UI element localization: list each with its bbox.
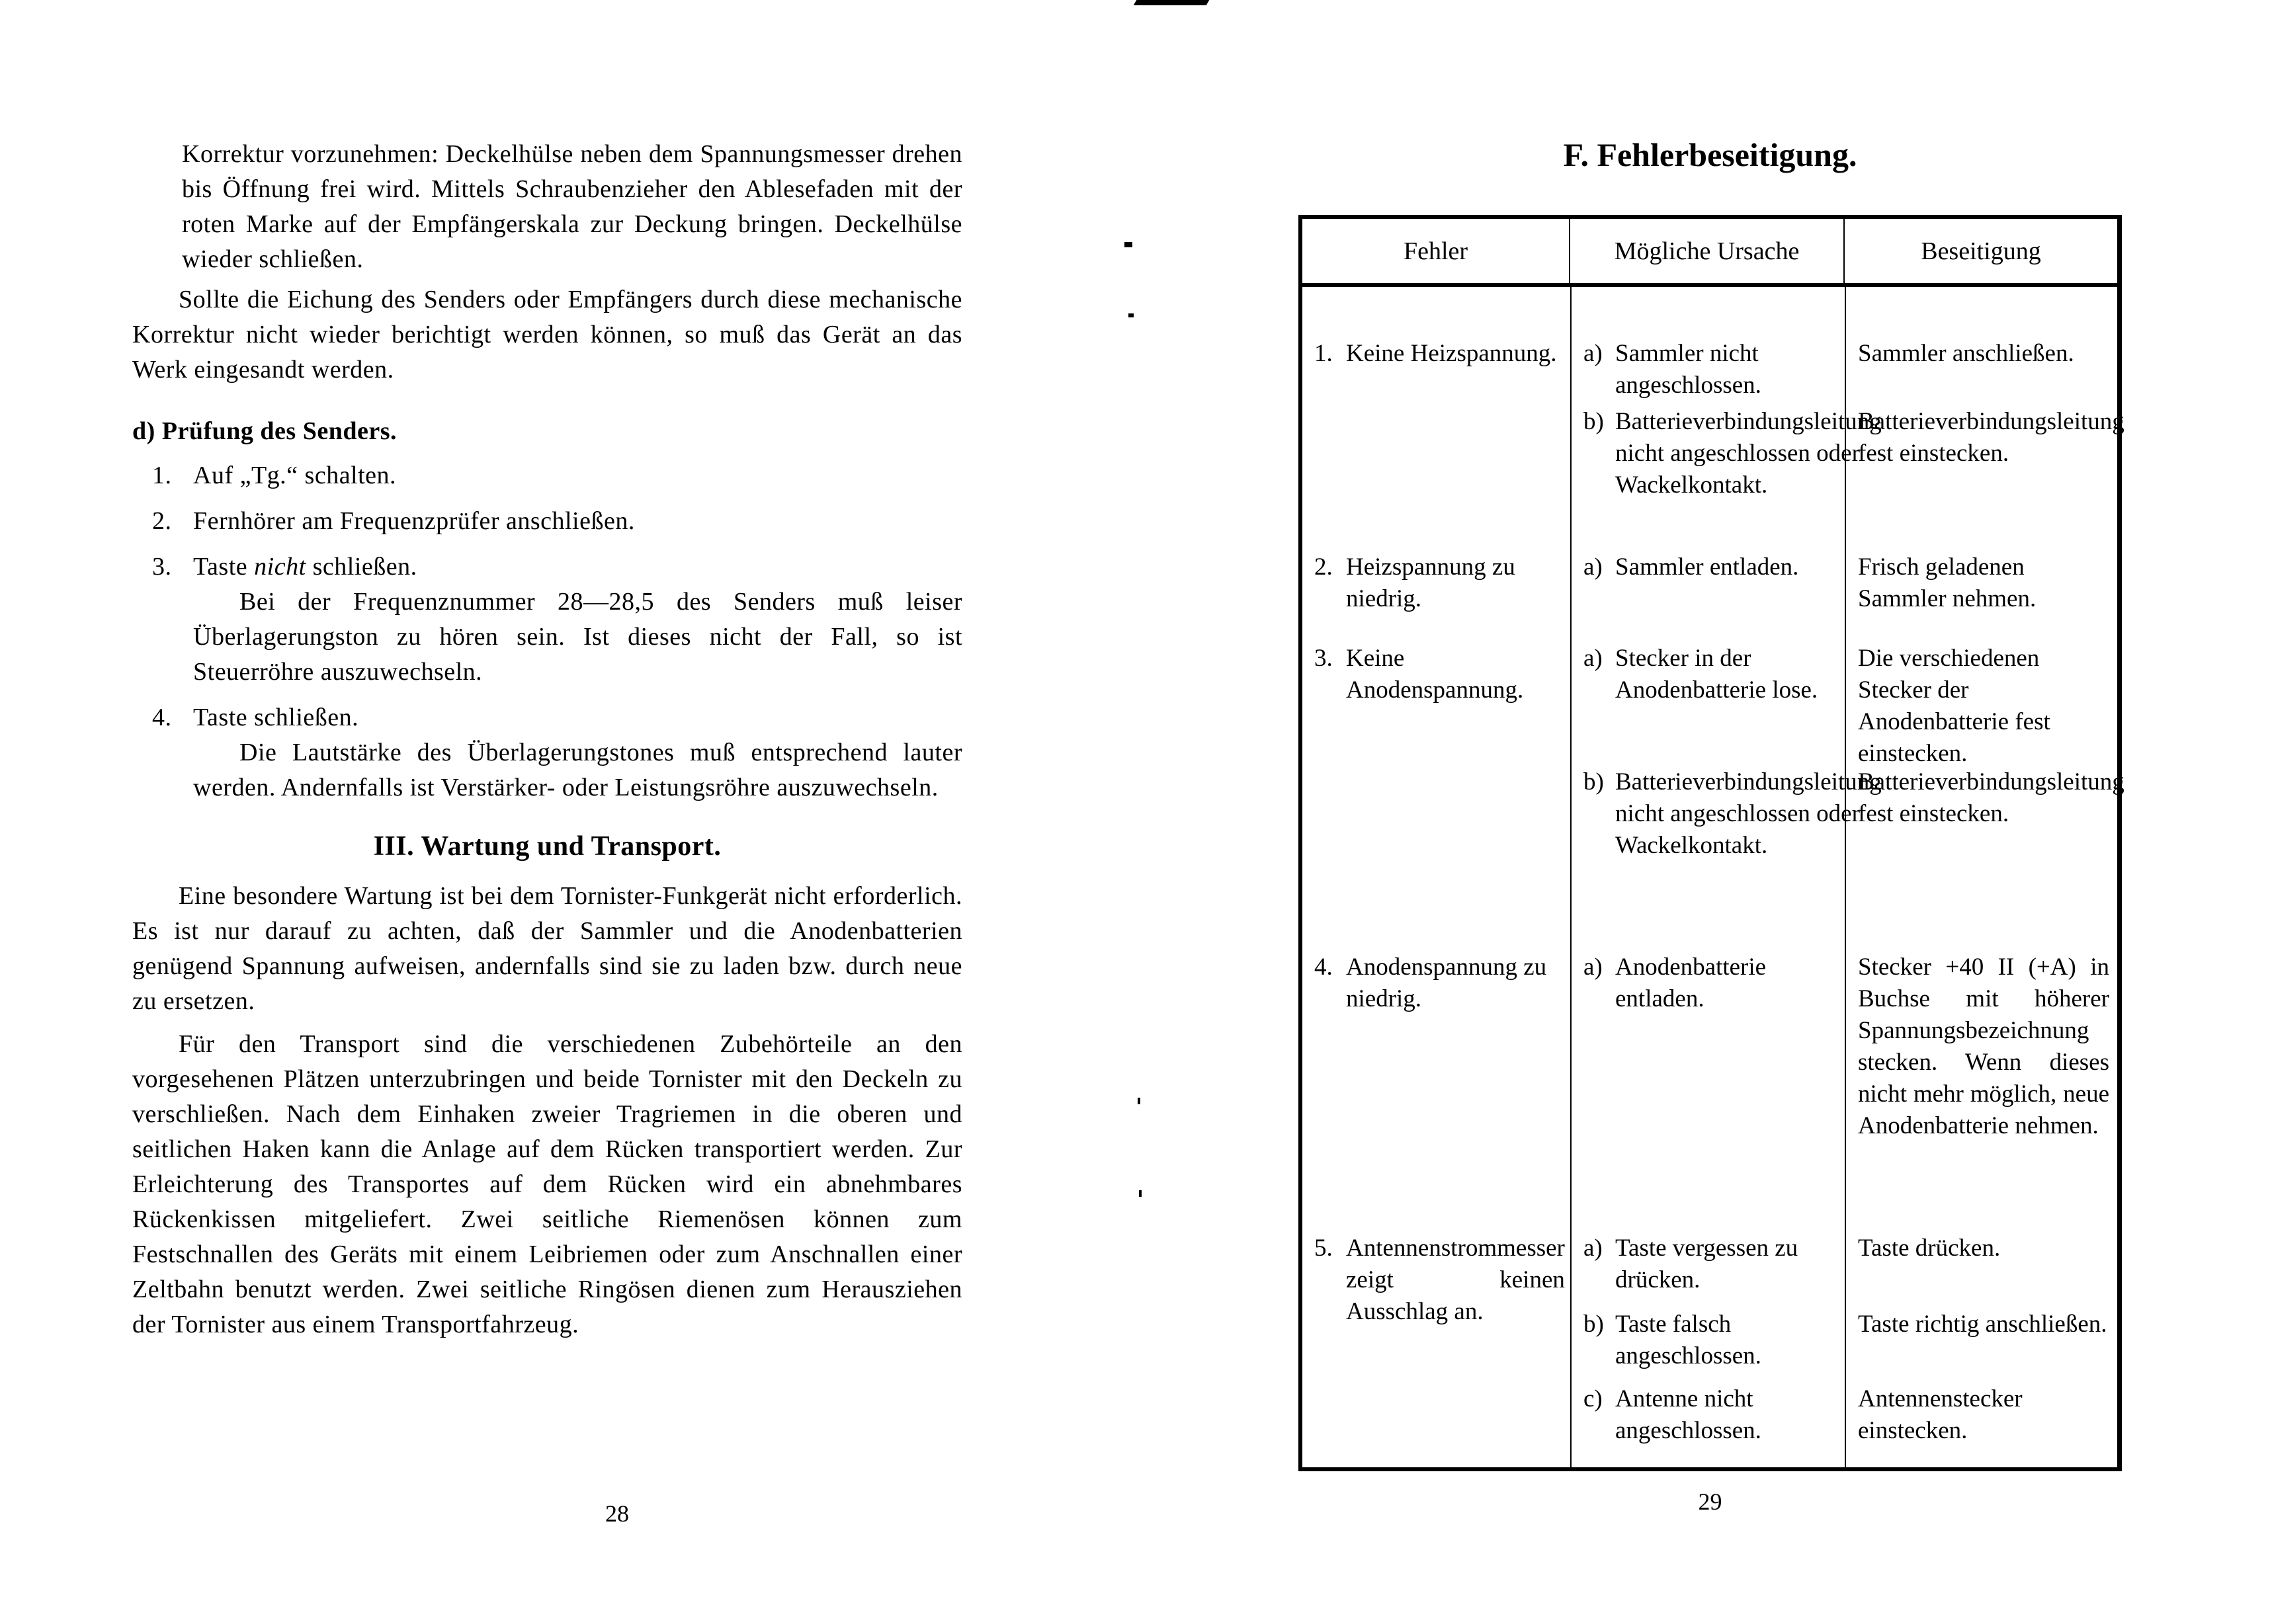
troubleshooting-table bbox=[1298, 215, 2122, 1471]
column-divider bbox=[1570, 287, 1572, 1467]
left-page-body bbox=[132, 137, 962, 1342]
paragraph-wartung: Eine besondere Wartung ist bei dem Tornister-Funkgerät nicht erforderlich. Es ist nur darauf zu achten, daß der Sammler und die Anodenbatterien genügend Spannung aufweisen, andernfalls sind sie zu laden bzw. durch neue zu ersetzen. bbox=[132, 882, 962, 1015]
section-d-heading: d) Prüfung des Senders. bbox=[132, 417, 397, 445]
paragraph-korrektur: Korrektur vorzunehmen: Deckelhülse neben dem Spannungsmesser drehen bis Öffnung frei wird. Mittels Schraubenzieher den Ablesefaden mit der roten Marke auf der Empfängerskala zur Deckung bringen. Deckelhülse wieder schließen. bbox=[182, 140, 962, 273]
table-row-4-cause-a: a) Anodenbatterie entladen. bbox=[1583, 954, 1767, 1012]
table-row-2-cause-a: a) Sammler entladen. bbox=[1583, 553, 1799, 581]
table-row-3-cause-a: a) Stecker in der Anodenbatterie lose. bbox=[1583, 645, 1818, 704]
table-row-5-cause-a: a) Taste vergessen zu drücken. bbox=[1583, 1235, 1798, 1293]
column-header-fehler: Fehler bbox=[1302, 219, 1570, 283]
item3-note: Bei der Frequenznummer 28—28,5 des Senders muß leiser Überlagerungston zu hören sein. Ist dieses nicht der Fall, so ist Steuerröhre auszuwechseln. bbox=[193, 588, 962, 686]
table-row-2-remedy-a: Frisch geladenen Sammler nehmen. bbox=[1858, 553, 2037, 612]
table-row-1-remedy-a: Sammler anschließen. bbox=[1858, 340, 2074, 367]
paragraph-transport: Für den Transport sind die verschiedenen Zubehörteile an den vorgesehenen Plätzen unterzubringen und beide Tornister mit den Deckeln zu verschließen. Nach dem Einhaken zweier Tragriemen in die oberen und seitlichen Haken kann die Anlage auf dem Rücken transportiert werden. Zur Erleichterung des Transportes auf dem Rücken wird ein abnehmbares Rückenkissen mitgeliefert. Zwei seitliche Riemenösen können zum Festschnallen des Geräts mit einem Leibriemen oder zum Anschnallen einer Zeltbahn benutzt werden. Zwei seitliche Ringösen dienen zum Herausziehen der Tornister aus einem Transportfahrzeug. bbox=[132, 1030, 962, 1338]
item4-note: Die Lautstärke des Überlagerungstones muß entsprechend lauter werden. Andernfalls ist Verstärker- oder Leistungsröhre auszuwechseln. bbox=[193, 739, 962, 801]
page-number-left: 28 bbox=[605, 1500, 629, 1527]
table-row-3-remedy-a: Die verschiedenen Stecker der Anodenbatterie fest einstecken. bbox=[1858, 645, 2050, 767]
paragraph-eichung: Sollte die Eichung des Senders oder Empfängers durch diese mechanische Korrektur nicht wieder berichtigt werden können, so muß das Gerät an das Werk eingesandt werden. bbox=[132, 286, 962, 384]
table-header bbox=[1302, 219, 2117, 287]
column-header-ursache: Mögliche Ursache bbox=[1570, 219, 1845, 283]
table-row-3-remedy-b: Batterieverbindungsleitung fest einstecken. bbox=[1858, 768, 2124, 827]
table-row-4-fehler: 4. Anodenspannung zu niedrig. bbox=[1314, 954, 1547, 1012]
table-row-2-fehler: 2. Heizspannung zu niedrig. bbox=[1314, 553, 1515, 612]
list-item: 3. Taste nicht schließen. bbox=[152, 553, 417, 581]
list-item: 1. Auf „Tg.“ schalten. bbox=[152, 462, 397, 489]
table-row-5-remedy-a: Taste drücken. bbox=[1858, 1235, 2001, 1262]
table-row-1-cause-b: b) Batterieverbindungsleitung nicht angeschlossen oder Wackelkontakt. bbox=[1583, 408, 1882, 499]
table-row-4-remedy-a: Stecker +40 II (+A) in Buchse mit höherer Spannungsbezeichnung stecken. Wenn dieses nicht mehr möglich, neue Anodenbatterie nehmen. bbox=[1858, 954, 2109, 1139]
section-iii-heading: III. Wartung und Transport. bbox=[373, 831, 722, 862]
table-row-5-cause-b: b) Taste falsch angeschlossen. bbox=[1583, 1311, 1761, 1369]
table-row-3-cause-b: b) Batterieverbindungsleitung nicht angeschlossen oder Wackelkontakt. bbox=[1583, 768, 1882, 859]
table-row-5-cause-c: c) Antenne nicht angeschlossen. bbox=[1583, 1385, 1761, 1444]
table-body bbox=[1302, 287, 2124, 1467]
list-item: 2. Fernhörer am Frequenzprüfer anschließen. bbox=[152, 507, 635, 535]
table-row-1-fehler: 1. Keine Heizspannung. bbox=[1314, 340, 1557, 367]
table-row-1-cause-a: a) Sammler nicht angeschlossen. bbox=[1583, 340, 1761, 399]
column-header-beseitigung: Beseitigung bbox=[1921, 237, 2041, 265]
list-item: 4. Taste schließen. bbox=[152, 704, 359, 731]
table-row-1-remedy-b: Batterieverbindungsleitung fest einstecken. bbox=[1858, 408, 2124, 467]
emphasis: nicht bbox=[254, 553, 306, 581]
table-row-5-remedy-c: Antennenstecker einstecken. bbox=[1858, 1385, 2023, 1444]
table-row-5-fehler: 5. Antennenstrommesser zeigt keinen Ausschlag an. bbox=[1314, 1235, 1565, 1325]
section-d-list bbox=[132, 458, 962, 805]
table-row-5-remedy-b: Taste richtig anschließen. bbox=[1858, 1311, 2107, 1338]
page-title: F. Fehlerbeseitigung. bbox=[1563, 136, 1857, 173]
table-row-3-fehler: 3. Keine Anodenspannung. bbox=[1314, 645, 1524, 704]
page-number-right: 29 bbox=[1698, 1488, 1722, 1515]
